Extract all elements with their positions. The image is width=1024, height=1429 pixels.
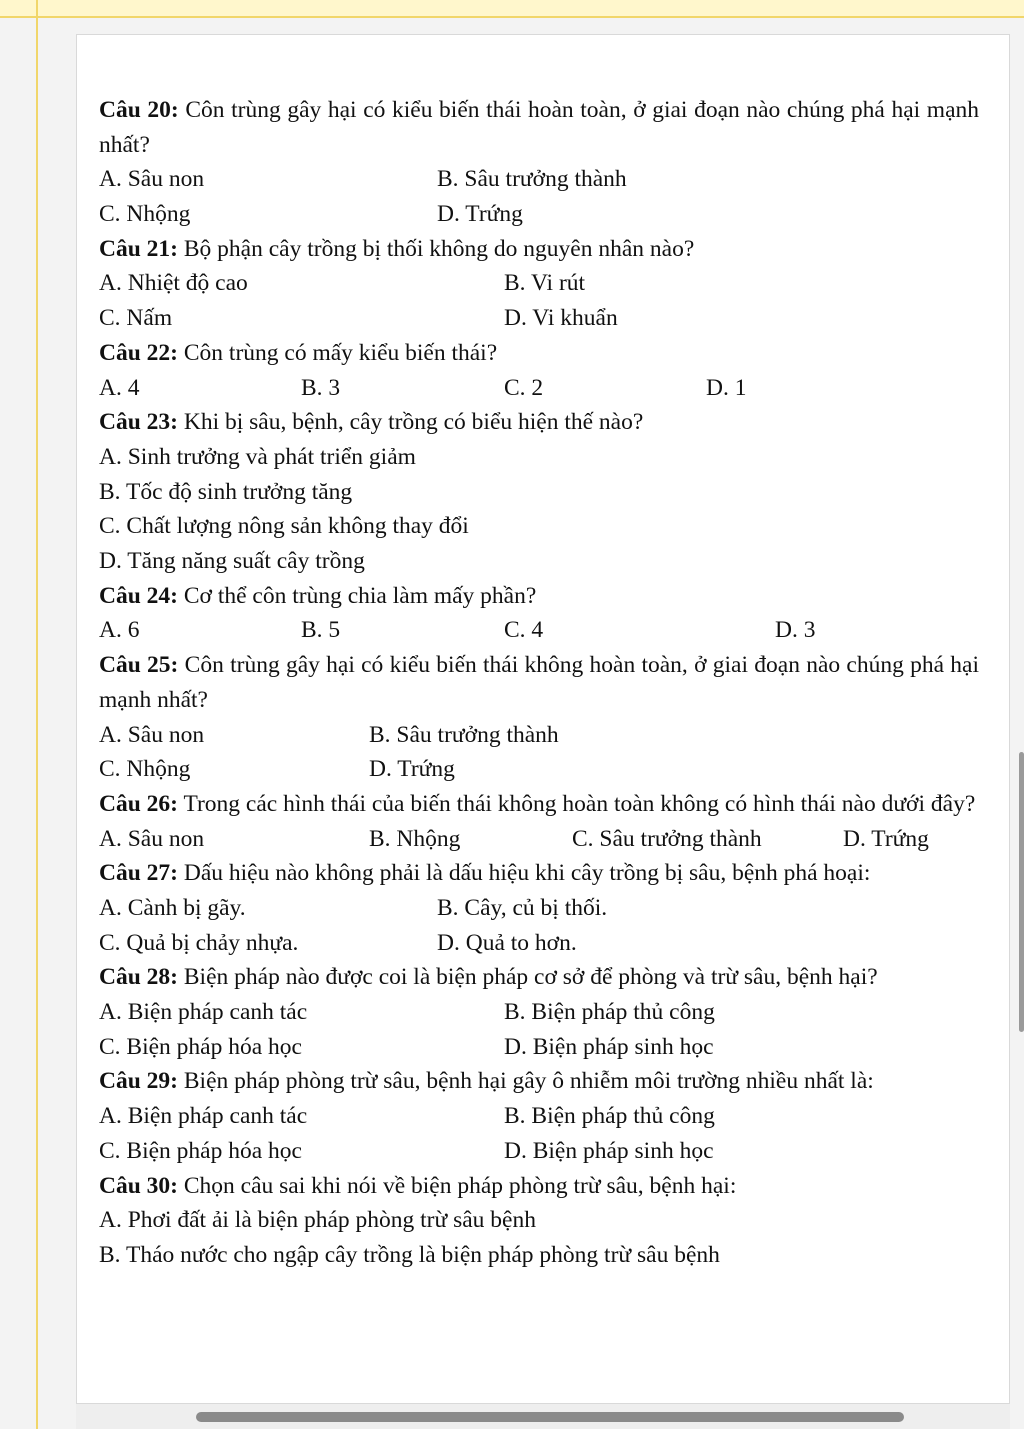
answer-option: B. Tháo nước cho ngập cây trồng là biện pháp phòng trừ sâu bệnh	[99, 1241, 720, 1268]
options-row	[99, 266, 979, 301]
question-text: Côn trùng có mấy kiểu biến thái?	[178, 339, 498, 366]
options-row	[99, 371, 979, 406]
question-number: Câu 21:	[99, 235, 178, 262]
answer-option: A. Phơi đất ải là biện pháp phòng trừ sâu bệnh	[99, 1207, 536, 1234]
answer-option: A. Nhiệt độ cao	[99, 270, 248, 297]
answer-option: C. Nhộng	[99, 756, 191, 783]
question-number: Câu 27:	[99, 860, 178, 887]
options-row	[99, 891, 979, 926]
answer-option: B. 5	[301, 617, 341, 644]
answer-option: A. 4	[99, 374, 140, 401]
document-page	[76, 34, 1010, 1404]
question-text: Khi bị sâu, bệnh, cây trồng có biểu hiện thế nào?	[178, 409, 644, 436]
answer-option: A. Sâu non	[99, 721, 205, 748]
answer-option: A. Sinh trưởng và phát triển giảm	[99, 443, 416, 470]
question-25	[99, 648, 979, 717]
answer-option: C. Sâu trưởng thành	[572, 825, 762, 852]
answer-option: A. Biện pháp canh tác	[99, 999, 308, 1026]
answer-option: B. Biện pháp thủ công	[504, 999, 715, 1026]
options-row	[99, 1030, 979, 1065]
answer-option: D. Tăng năng suất cây trồng	[99, 548, 365, 575]
answer-option: B. Nhộng	[369, 825, 461, 852]
answer-option: A. Sâu non	[99, 825, 205, 852]
question-number: Câu 23:	[99, 409, 178, 436]
answer-option: D. Quả to hơn.	[437, 929, 577, 956]
answer-option: B. Tốc độ sinh trưởng tăng	[99, 478, 353, 505]
horizontal-scrollbar-thumb[interactable]	[196, 1412, 904, 1422]
question-24	[99, 579, 979, 614]
question-text: Chọn câu sai khi nói về biện pháp phòng trừ sâu, bệnh hại:	[178, 1172, 737, 1199]
options-row	[99, 718, 979, 753]
options-row	[99, 995, 979, 1030]
vertical-scrollbar-thumb[interactable]	[1019, 752, 1024, 1032]
answer-option: B. Sâu trưởng thành	[437, 166, 627, 193]
question-26	[99, 787, 979, 822]
answer-option: B. Biện pháp thủ công	[504, 1103, 715, 1130]
question-30	[99, 1169, 979, 1204]
answer-option: C. Biện pháp hóa học	[99, 1137, 302, 1164]
options-row	[99, 301, 979, 336]
answer-option: A. Cành bị gãy.	[99, 895, 246, 922]
question-text: Biện pháp nào được coi là biện pháp cơ sở để phòng và trừ sâu, bệnh hại?	[178, 964, 878, 991]
answer-option: D. Biện pháp sinh học	[504, 1137, 714, 1164]
answer-option: B. Vi rút	[504, 270, 586, 297]
answer-option: D. 1	[706, 374, 747, 401]
question-number: Câu 30:	[99, 1172, 178, 1199]
options-row	[99, 926, 979, 961]
question-number: Câu 24:	[99, 582, 178, 609]
answer-option: A. Sâu non	[99, 166, 205, 193]
answer-option: C. Quả bị chảy nhựa.	[99, 929, 299, 956]
question-number: Câu 25:	[99, 652, 179, 679]
answer-option: C. Nhộng	[99, 201, 191, 228]
question-22	[99, 336, 979, 371]
answer-option: D. Trứng	[843, 825, 929, 852]
question-text: Cơ thể côn trùng chia làm mấy phần?	[178, 582, 537, 609]
question-20	[99, 93, 979, 162]
options-row	[99, 822, 979, 857]
question-number: Câu 28:	[99, 964, 178, 991]
answer-option: A. Biện pháp canh tác	[99, 1103, 308, 1130]
options-row	[99, 613, 979, 648]
answer-option: B. Cây, củ bị thối.	[437, 895, 608, 922]
answer-option: C. Nấm	[99, 305, 173, 332]
question-21	[99, 232, 979, 267]
options-row	[99, 162, 979, 197]
question-number: Câu 29:	[99, 1068, 178, 1095]
question-text: Côn trùng gây hại có kiểu biến thái hoàn toàn, ở giai đoạn nào chúng phá hại mạnh nhất?	[99, 97, 980, 158]
question-text: Dấu hiệu nào không phải là dấu hiệu khi cây trồng bị sâu, bệnh phá hoại:	[178, 860, 871, 887]
answer-option: C. Biện pháp hóa học	[99, 1033, 302, 1060]
question-28	[99, 960, 979, 995]
answer-option: D. 3	[775, 617, 816, 644]
options-row	[99, 752, 979, 787]
top-toolbar	[0, 0, 1024, 18]
question-list	[99, 93, 979, 1273]
question-27	[99, 856, 979, 891]
answer-option: D. Biện pháp sinh học	[504, 1033, 714, 1060]
options-row	[99, 1099, 979, 1134]
answer-option: D. Trứng	[437, 201, 523, 228]
left-margin-rule	[36, 0, 38, 1429]
question-number: Câu 22:	[99, 339, 178, 366]
question-number: Câu 26:	[99, 790, 178, 817]
question-23	[99, 405, 979, 440]
question-number: Câu 20:	[99, 97, 179, 123]
options-row	[99, 197, 979, 232]
answer-option: C. Chất lượng nông sản không thay đổi	[99, 513, 469, 540]
answer-option: A. 6	[99, 617, 140, 644]
answer-option: B. Sâu trưởng thành	[369, 721, 559, 748]
question-text: Côn trùng gây hại có kiểu biến thái không hoàn toàn, ở giai đoạn nào chúng phá hại mạnh nhất?	[99, 652, 979, 713]
question-text: Biện pháp phòng trừ sâu, bệnh hại gây ô nhiễm môi trường nhiều nhất là:	[178, 1068, 874, 1095]
question-text: Bộ phận cây trồng bị thối không do nguyên nhân nào?	[178, 235, 695, 262]
question-29	[99, 1064, 979, 1099]
answer-option: B. 3	[301, 374, 341, 401]
answer-option: C. 2	[504, 374, 544, 401]
options-row	[99, 1134, 979, 1169]
answer-option: C. 4	[504, 617, 544, 644]
question-text: Trong các hình thái của biến thái không hoàn toàn không có hình thái nào dưới đây?	[178, 790, 976, 817]
answer-option: D. Vi khuẩn	[504, 305, 618, 332]
answer-option: D. Trứng	[369, 756, 455, 783]
